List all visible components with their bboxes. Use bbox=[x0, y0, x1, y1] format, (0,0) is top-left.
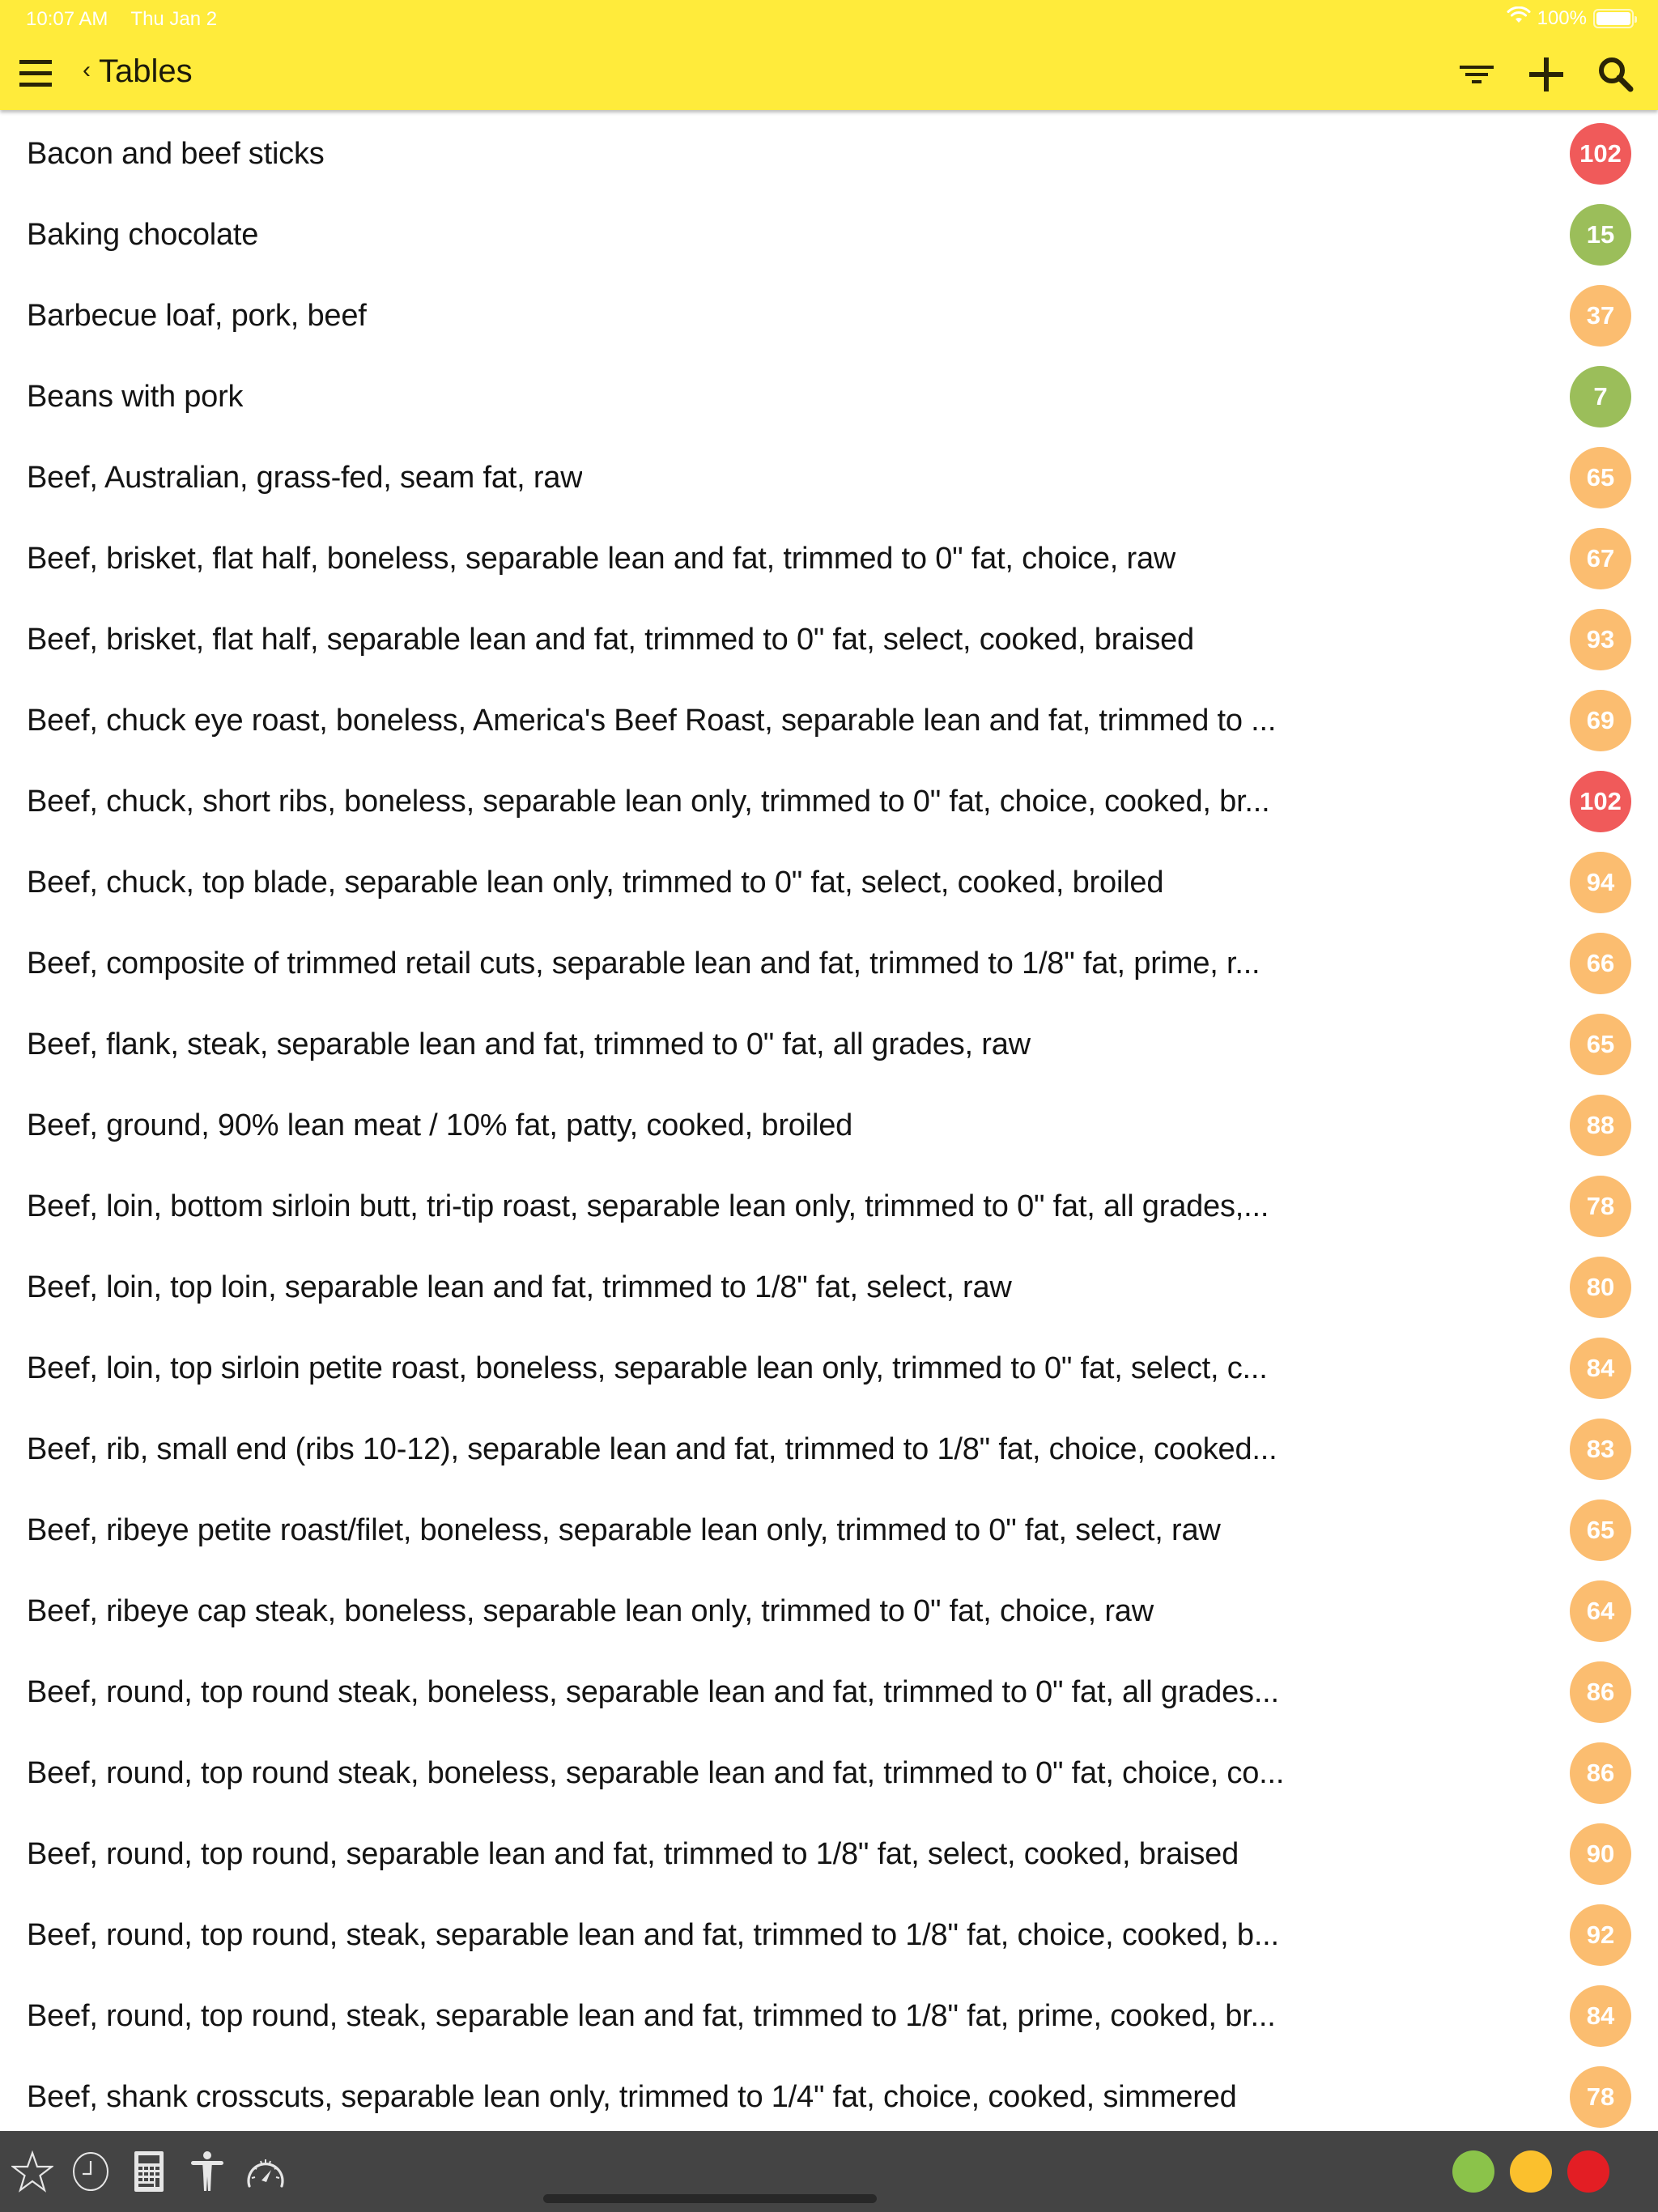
food-name: Beef, ribeye cap steak, boneless, separable lean only, trimmed to 0" fat, choice, raw bbox=[27, 1593, 1154, 1628]
status-time: 10:07 AM bbox=[26, 8, 108, 30]
filter-icon bbox=[1459, 60, 1494, 89]
food-name: Beef, loin, top sirloin petite roast, boneless, separable lean only, trimmed to 0" fat, select, c... bbox=[27, 1351, 1268, 1385]
food-name: Barbecue loaf, pork, beef bbox=[27, 298, 367, 333]
food-name: Beef, round, top round, separable lean and fat, trimmed to 1/8" fat, select, cooked, braised bbox=[27, 1836, 1239, 1871]
list-item[interactable] bbox=[0, 1085, 1658, 1166]
filter-button[interactable] bbox=[1454, 52, 1499, 97]
nav-bar bbox=[0, 37, 1658, 110]
food-name: Beef, rib, small end (ribs 10-12), separable lean and fat, trimmed to 1/8" fat, choice, cooked... bbox=[27, 1431, 1278, 1466]
food-name: Beef, round, top round, steak, separable lean and fat, trimmed to 1/8" fat, prime, cooked, br... bbox=[27, 1998, 1276, 2033]
value-badge: 86 bbox=[1570, 1742, 1631, 1804]
value-badge: 78 bbox=[1570, 1176, 1631, 1237]
value-badge: 92 bbox=[1570, 1904, 1631, 1966]
plus-icon bbox=[1528, 56, 1565, 93]
list-item[interactable] bbox=[0, 761, 1658, 842]
food-name: Beef, loin, bottom sirloin butt, tri-tip roast, separable lean only, trimmed to 0" fat, all grades,... bbox=[27, 1189, 1269, 1223]
star-icon bbox=[11, 2150, 53, 2193]
value-badge: 65 bbox=[1570, 1499, 1631, 1561]
value-badge: 102 bbox=[1570, 123, 1631, 185]
food-name: Beef, flank, steak, separable lean and fat, trimmed to 0" fat, all grades, raw bbox=[27, 1027, 1031, 1061]
body-button[interactable] bbox=[186, 2149, 228, 2194]
value-badge: 80 bbox=[1570, 1257, 1631, 1318]
traffic-light-filters bbox=[1452, 2150, 1609, 2193]
list-item[interactable] bbox=[0, 1652, 1658, 1733]
add-button[interactable] bbox=[1524, 52, 1569, 97]
value-badge: 37 bbox=[1570, 285, 1631, 347]
food-list[interactable] bbox=[0, 113, 1658, 2131]
food-name: Beef, loin, top loin, separable lean and fat, trimmed to 1/8" fat, select, raw bbox=[27, 1270, 1012, 1304]
food-name: Beef, brisket, flat half, separable lean and fat, trimmed to 0" fat, select, cooked, braised bbox=[27, 622, 1194, 657]
list-item[interactable] bbox=[0, 194, 1658, 275]
list-item[interactable] bbox=[0, 1166, 1658, 1247]
list-item[interactable] bbox=[0, 680, 1658, 761]
list-item[interactable] bbox=[0, 437, 1658, 518]
red-filter-button[interactable] bbox=[1567, 2150, 1609, 2193]
food-name: Beef, round, top round steak, boneless, separable lean and fat, trimmed to 0" fat, choice, co... bbox=[27, 1755, 1285, 1790]
list-item[interactable] bbox=[0, 1571, 1658, 1652]
person-icon bbox=[189, 2150, 226, 2193]
list-item[interactable] bbox=[0, 923, 1658, 1004]
back-button[interactable] bbox=[83, 53, 193, 90]
food-name: Beef, Australian, grass-fed, seam fat, raw bbox=[27, 460, 583, 495]
value-badge: 84 bbox=[1570, 1985, 1631, 2047]
value-badge: 65 bbox=[1570, 1014, 1631, 1075]
value-badge: 93 bbox=[1570, 609, 1631, 670]
list-item[interactable] bbox=[0, 1814, 1658, 1895]
value-badge: 102 bbox=[1570, 771, 1631, 832]
food-name: Beef, brisket, flat half, boneless, separable lean and fat, trimmed to 0" fat, choice, raw bbox=[27, 541, 1176, 576]
value-badge: 83 bbox=[1570, 1419, 1631, 1480]
food-name: Beef, ribeye petite roast/filet, boneless, separable lean only, trimmed to 0" fat, select, raw bbox=[27, 1512, 1221, 1547]
list-item[interactable] bbox=[0, 842, 1658, 923]
value-badge: 64 bbox=[1570, 1580, 1631, 1642]
yellow-filter-button[interactable] bbox=[1510, 2150, 1552, 2193]
status-bar bbox=[0, 0, 1658, 37]
food-name: Baking chocolate bbox=[27, 217, 259, 252]
calculator-icon bbox=[133, 2150, 165, 2193]
app-header bbox=[0, 0, 1658, 110]
list-item[interactable] bbox=[0, 1976, 1658, 2057]
back-label: Tables bbox=[99, 53, 193, 89]
food-name: Beef, chuck eye roast, boneless, America's Beef Roast, separable lean and fat, trimmed to ... bbox=[27, 703, 1277, 738]
food-name: Beef, ground, 90% lean meat / 10% fat, patty, cooked, broiled bbox=[27, 1108, 853, 1142]
value-badge: 90 bbox=[1570, 1823, 1631, 1885]
food-name: Bacon and beef sticks bbox=[27, 136, 325, 171]
value-badge: 88 bbox=[1570, 1095, 1631, 1156]
home-indicator[interactable] bbox=[543, 2194, 877, 2203]
food-name: Beef, round, top round, steak, separable lean and fat, trimmed to 1/8" fat, choice, cooked, b... bbox=[27, 1917, 1279, 1952]
list-item[interactable] bbox=[0, 113, 1658, 194]
list-item[interactable] bbox=[0, 1409, 1658, 1490]
value-badge: 84 bbox=[1570, 1338, 1631, 1399]
value-badge: 15 bbox=[1570, 204, 1631, 266]
list-item[interactable] bbox=[0, 1733, 1658, 1814]
status-date: Thu Jan 2 bbox=[130, 8, 218, 30]
value-badge: 67 bbox=[1570, 528, 1631, 589]
wifi-icon bbox=[1507, 6, 1531, 30]
favorites-button[interactable] bbox=[11, 2149, 53, 2194]
value-badge: 94 bbox=[1570, 852, 1631, 913]
value-badge: 66 bbox=[1570, 933, 1631, 994]
food-name: Beef, chuck, short ribs, boneless, separable lean only, trimmed to 0" fat, choice, cooked, br... bbox=[27, 784, 1270, 819]
list-item[interactable] bbox=[0, 1004, 1658, 1085]
value-badge: 7 bbox=[1570, 366, 1631, 428]
meter-button[interactable] bbox=[244, 2149, 287, 2194]
hamburger-menu-icon[interactable] bbox=[18, 55, 53, 91]
food-name: Beef, composite of trimmed retail cuts, separable lean and fat, trimmed to 1/8" fat, prime, r... bbox=[27, 946, 1261, 981]
list-item[interactable] bbox=[0, 1895, 1658, 1976]
food-name: Beef, round, top round steak, boneless, separable lean and fat, trimmed to 0" fat, all grades... bbox=[27, 1674, 1279, 1709]
list-item[interactable] bbox=[0, 1247, 1658, 1328]
list-item[interactable] bbox=[0, 518, 1658, 599]
list-item[interactable] bbox=[0, 356, 1658, 437]
value-badge: 78 bbox=[1570, 2066, 1631, 2128]
food-name: Beef, shank crosscuts, separable lean only, trimmed to 1/4" fat, choice, cooked, simmered bbox=[27, 2079, 1237, 2114]
battery-percent: 100% bbox=[1537, 6, 1587, 29]
history-button[interactable] bbox=[70, 2149, 112, 2194]
green-filter-button[interactable] bbox=[1452, 2150, 1494, 2193]
battery-icon bbox=[1593, 9, 1634, 28]
chevron-left-icon: ‹ bbox=[83, 56, 91, 83]
list-item[interactable] bbox=[0, 1490, 1658, 1571]
food-name: Beans with pork bbox=[27, 379, 244, 414]
calculator-button[interactable] bbox=[128, 2149, 170, 2194]
value-badge: 86 bbox=[1570, 1661, 1631, 1723]
value-badge: 65 bbox=[1570, 447, 1631, 508]
list-item[interactable] bbox=[0, 275, 1658, 356]
gauge-icon bbox=[244, 2154, 287, 2189]
clock-icon bbox=[70, 2151, 111, 2192]
food-name: Beef, chuck, top blade, separable lean only, trimmed to 0" fat, select, cooked, broiled bbox=[27, 865, 1164, 900]
bottom-toolbar bbox=[0, 2131, 1658, 2212]
list-item[interactable] bbox=[0, 2057, 1658, 2131]
search-button[interactable] bbox=[1593, 52, 1639, 97]
value-badge: 69 bbox=[1570, 690, 1631, 751]
list-item[interactable] bbox=[0, 599, 1658, 680]
search-icon bbox=[1597, 56, 1635, 93]
list-item[interactable] bbox=[0, 1328, 1658, 1409]
